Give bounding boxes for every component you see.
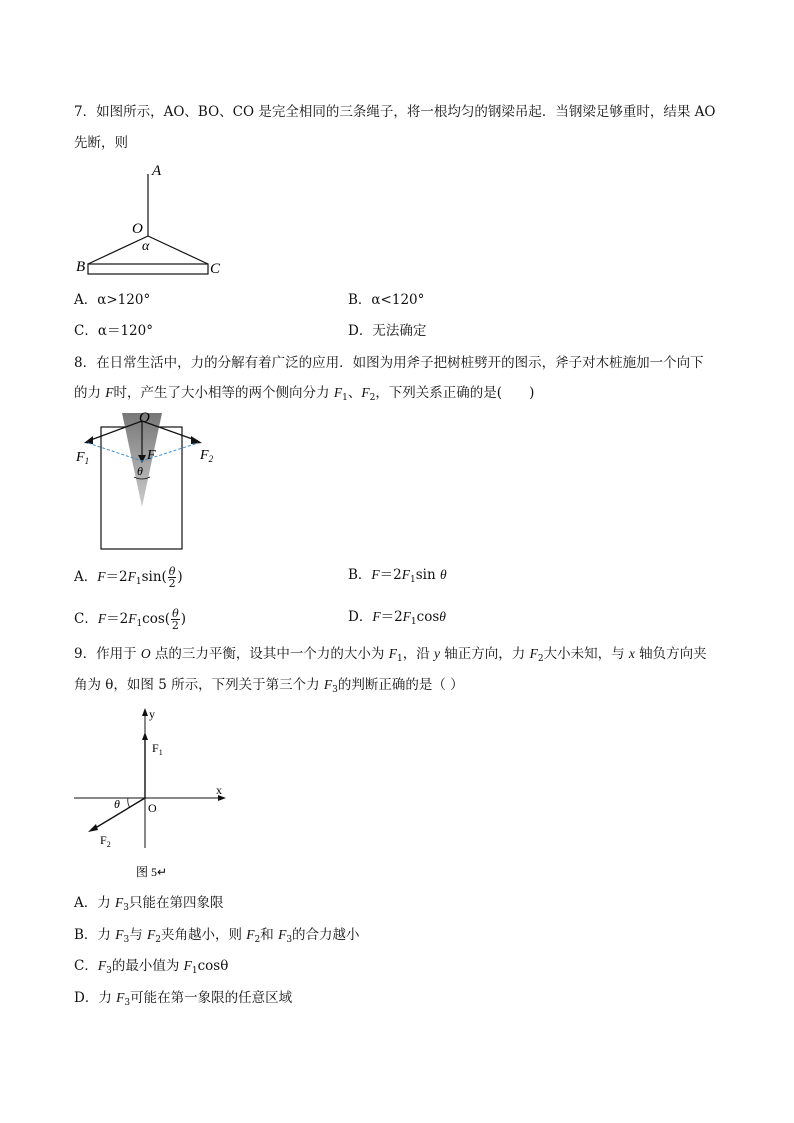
label-f2: $F_2$ — [200, 448, 214, 464]
label-theta: θ — [114, 797, 120, 811]
q9-option-a[interactable]: A．力 $F_3$只能在第四象限 — [74, 895, 224, 913]
q8-option-c[interactable]: C．$F=2F_1\cos$( $\frac{\theta}{2}$ ) — [74, 607, 186, 632]
q9-figure — [70, 702, 240, 882]
q9-option-c[interactable]: C．$F_3$的最小值为 $F_1\cos\theta$ — [74, 958, 229, 976]
q7-option-b[interactable]: B．α<120° — [348, 292, 425, 308]
q7-stem-line1: 7．如图所示，AO、BO、CO 是完全相同的三条绳子，将一根均匀的钢梁吊起．当钢梁足够重时，结果 AO — [74, 104, 716, 120]
q8-option-d[interactable]: D．$F=2F_1\cos\theta$ — [348, 609, 446, 627]
label-o: O — [139, 410, 150, 426]
q9-stem-line1: 9．作用于 O 点的三力平衡，设其中一个力的大小为 $F_1$，沿 y 轴正方向，力 $F_2$大小未知，与 x 轴负方向夹 — [74, 646, 707, 664]
q9-option-b[interactable]: B．力 $F_3$与 $F_2$夹角越小，则 $F_2$和 $F_3$的合力越小 — [74, 927, 360, 945]
q8-option-b[interactable]: B．$F=2F_1\sin$ θ — [348, 567, 447, 585]
label-f1: $F_1$ — [76, 450, 90, 466]
label-b: B — [76, 259, 86, 275]
q7-figure — [70, 160, 230, 285]
q9-option-d[interactable]: D．力 $F_3$可能在第一象限的任意区域 — [74, 990, 293, 1008]
label-f2: $F_2$ — [100, 833, 111, 849]
q7-stem-line2: 先断，则 — [74, 135, 128, 151]
label-o: O — [132, 221, 143, 237]
label-f: F — [147, 448, 156, 463]
rope-co — [148, 236, 208, 264]
steel-beam — [88, 264, 208, 274]
label-a: A — [152, 163, 162, 179]
q7-option-c[interactable]: C．α＝120° — [74, 323, 153, 339]
q7-option-d[interactable]: D．无法确定 — [348, 323, 427, 339]
q8-stem-line2: 的力 F时，产生了大小相等的两个侧向分力 $F_1$、$F_2$，下列关系正确的是( ) — [74, 385, 535, 403]
figure-caption: 图 5↵ — [136, 865, 168, 879]
q8-stem-line1: 8．在日常生活中，力的分解有着广泛的应用．如图为用斧子把树桩劈开的图示，斧子对木桩施加一个向下 — [74, 355, 704, 371]
rope-bo — [88, 236, 148, 264]
q8-figure — [70, 405, 230, 555]
label-theta: θ — [137, 464, 143, 478]
label-o: O — [148, 801, 157, 815]
q7-option-a[interactable]: A．α>120° — [74, 292, 151, 308]
q9-stem-line2: 角为 θ，如图 5 所示，下列关于第三个力 $F_3$的判断正确的是（ ） — [74, 677, 464, 695]
q8-option-a[interactable]: A．$F=2F_1\sin$( $\frac{\theta}{2}$ ) — [74, 565, 183, 590]
label-y: y — [149, 707, 155, 721]
label-c: C — [210, 261, 221, 277]
label-alpha: α — [142, 239, 150, 254]
label-f1: $F_1$ — [152, 741, 163, 757]
label-x: x — [216, 783, 222, 797]
